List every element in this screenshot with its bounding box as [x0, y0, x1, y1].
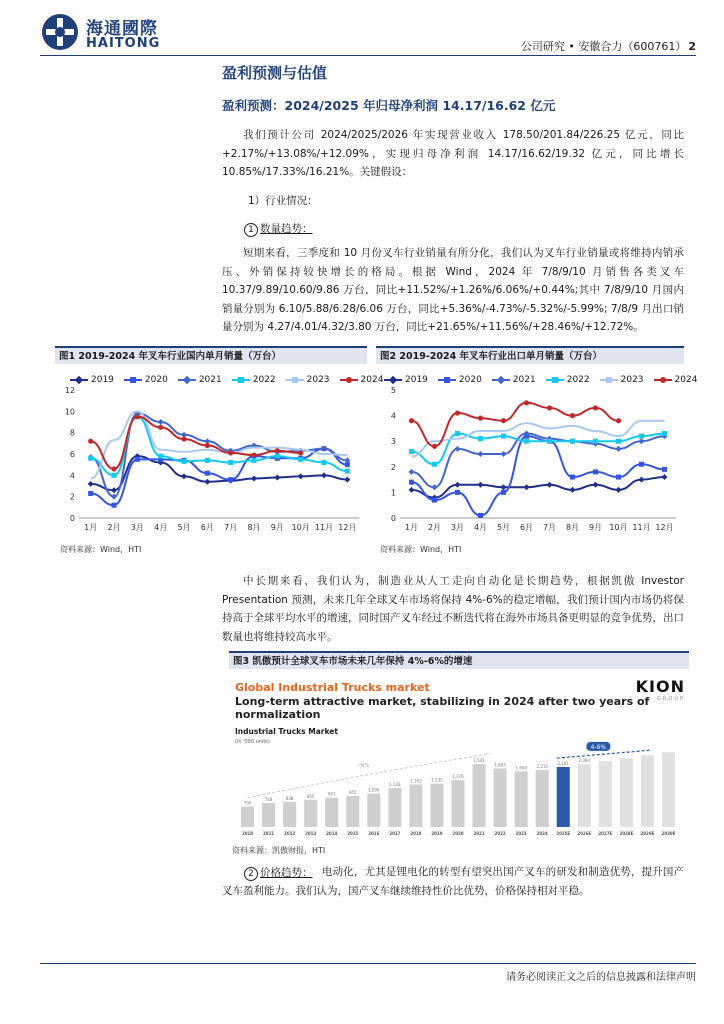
assumption-heading: 1）行业情况： — [248, 195, 318, 207]
y-tick-label: 5 — [390, 386, 396, 395]
bar-value-label: 1,376 — [452, 774, 464, 780]
line-point-2022 — [570, 439, 575, 444]
bar-value-label: 855 — [306, 793, 315, 799]
bar-category-label: 2014 — [326, 831, 338, 836]
footer-disclaimer: 请务必阅读正文之后的信息披露和法律声明 — [506, 972, 696, 983]
x-tick-label: 12月 — [655, 523, 674, 532]
x-tick-label: 1月 — [404, 523, 419, 532]
line-point-2019 — [274, 474, 280, 480]
y-tick-label: 4 — [390, 411, 396, 421]
bar-2023 — [515, 771, 528, 827]
line-point-2024 — [251, 452, 256, 457]
kion-logo-sub: GROUP — [657, 696, 685, 702]
line-point-2024 — [298, 450, 303, 455]
price-paragraph: 电动化，尤其是锂电化的转型有望突出国产叉车的研发和制造优势，提升国产叉车盈利能力。我们认为，国产叉车继续维持性价比优势，价格保持相对平稳。 — [222, 866, 684, 897]
logo-cn-text: 海通國際 — [86, 19, 158, 39]
x-tick-label: 10月 — [609, 523, 628, 532]
x-tick-label: 9月 — [588, 523, 603, 532]
bar-value-label: 700 — [243, 800, 252, 806]
line-point-2022 — [88, 456, 93, 461]
kion-logo-text: KION — [635, 677, 685, 696]
y-tick-label: 12 — [64, 386, 75, 395]
line-point-2019 — [88, 481, 94, 487]
line-point-2020 — [478, 513, 483, 518]
line-point-2024 — [228, 450, 233, 455]
legend-marker — [292, 377, 298, 383]
line-point-2019 — [501, 484, 507, 490]
legend-label: 2023 — [620, 375, 644, 385]
line-point-2020 — [570, 475, 575, 480]
line-point-2020 — [432, 498, 437, 503]
line-point-2020 — [616, 475, 621, 480]
bar-value-label: 1,009 — [368, 787, 380, 793]
legend-label: 2021 — [512, 375, 536, 385]
legend-marker — [660, 377, 666, 383]
legend-item-2021 — [178, 375, 222, 385]
line-point-2022 — [662, 431, 667, 436]
line-point-2024 — [111, 466, 116, 471]
legend-marker — [183, 376, 191, 384]
line-point-2020 — [409, 480, 414, 485]
figure3-source: 资料来源：凯傲财报，HTI — [232, 846, 326, 855]
line-point-2019 — [570, 487, 576, 493]
figure2-source: 资料来源：Wind，HTI — [380, 545, 462, 554]
bar-2013 — [304, 800, 317, 827]
line-point-2020 — [205, 471, 210, 476]
legend-swatch — [232, 379, 250, 381]
x-tick-label: 7月 — [542, 523, 557, 532]
line-point-2022 — [639, 434, 644, 439]
x-tick-label: 5月 — [177, 523, 191, 532]
legend-swatch — [492, 379, 510, 381]
line-point-2020 — [639, 462, 644, 467]
legend-swatch — [70, 379, 88, 381]
bar-category-label: 2012 — [284, 831, 296, 836]
line-point-2020 — [455, 490, 460, 495]
bar-value-label: 1,165 — [410, 778, 422, 784]
line-point-2019 — [524, 484, 530, 490]
item-quantity-trend — [244, 220, 313, 238]
line-point-2024 — [593, 405, 598, 410]
bar-value-label: 941 — [327, 791, 336, 797]
report-info — [521, 38, 696, 54]
chart2-legend — [384, 374, 707, 385]
line-point-2022 — [547, 439, 552, 444]
bar-2010 — [241, 807, 254, 828]
legend-swatch — [600, 379, 618, 381]
y-tick-label: 6 — [69, 450, 75, 459]
bar-2030E — [662, 752, 675, 827]
line-point-2019 — [298, 473, 304, 479]
longterm-paragraph: 中长期来看，我们认为，制造业从人工走向自动化是长期趋势，根据凯傲 Investor Presentation 预测，未来几年全球叉车市场将保持 4%-6%的稳定增幅，我们预计国内市场仍将保持高于全球平均水平的增速，同时国产叉车经过不断迭代将在海外市场具备更明显的竞争优势，出口数量也将维持较高水平。 — [222, 575, 684, 643]
bar-2017 — [388, 788, 401, 827]
legend-item-2020 — [438, 375, 482, 385]
line-point-2024 — [455, 410, 460, 415]
logo-en-text: HAITONG — [86, 36, 161, 51]
line-point-2019 — [662, 474, 668, 480]
x-tick-label: 3月 — [130, 523, 144, 532]
legend-swatch — [546, 379, 564, 381]
section-title: 盈利预测与估值 — [222, 64, 328, 82]
x-tick-label: 7月 — [224, 523, 238, 532]
line-point-2024 — [570, 413, 575, 418]
line-point-2019 — [204, 479, 210, 485]
line-point-2020 — [593, 469, 598, 474]
bar-2026E — [578, 764, 591, 827]
line-point-2019 — [321, 472, 327, 478]
line-point-2019 — [478, 482, 484, 488]
line-point-2022 — [182, 459, 187, 464]
x-tick-label: 10月 — [291, 523, 310, 532]
bar-value-label: 955 — [348, 789, 357, 795]
line-point-2024 — [432, 444, 437, 449]
legend-label: 2019 — [405, 375, 428, 385]
x-tick-label: 1月 — [84, 523, 98, 532]
sub-title: 盈利预测：2024/2025 年归母净利润 14.17/16.62 亿元 — [222, 98, 556, 113]
series-line-2024 — [412, 403, 619, 447]
bar-value-label: 2,084 — [578, 758, 591, 764]
legend-item-2019 — [70, 375, 114, 385]
legend-swatch — [124, 379, 142, 381]
kion-unit: (in '000 units) — [235, 739, 270, 745]
bar-category-label: 2023 — [515, 831, 527, 836]
kion-chart-panel — [229, 671, 689, 841]
legend-item-2024 — [340, 375, 384, 385]
bar-value-label: 1,133 — [389, 782, 401, 788]
line-point-2024 — [524, 400, 529, 405]
trend-arrow-forecast — [557, 750, 650, 758]
bar-category-label: 2030E — [661, 831, 676, 836]
page-number: 2 — [688, 40, 696, 53]
bar-2015 — [346, 796, 359, 827]
kion-logo — [636, 677, 685, 702]
legend-marker — [444, 377, 450, 383]
line-point-2019 — [616, 487, 622, 493]
line-point-2024 — [88, 439, 93, 444]
legend-marker — [497, 376, 505, 384]
bar-category-label: 2011 — [263, 831, 275, 836]
line-point-2022 — [112, 473, 117, 478]
legend-marker — [552, 377, 558, 383]
x-tick-label: 5月 — [496, 523, 511, 532]
bar-category-label: 2013 — [305, 831, 317, 836]
legend-item-2023 — [600, 375, 644, 385]
y-tick-label: 1 — [390, 488, 396, 498]
line-point-2022 — [432, 462, 437, 467]
line-point-2024 — [205, 443, 210, 448]
y-tick-label: 2 — [390, 462, 396, 472]
legend-item-2023 — [286, 375, 330, 385]
legend-item-2020 — [124, 375, 168, 385]
legend-label: 2020 — [458, 375, 482, 385]
kion-header-line2: Long-term attractive market, stabilizing in 2024 after two years of normalization — [235, 695, 650, 721]
line-point-2024 — [135, 414, 140, 419]
line-point-2022 — [616, 439, 621, 444]
line-point-2024 — [275, 448, 280, 453]
legend-label: 2022 — [566, 375, 590, 385]
legend-swatch — [438, 379, 456, 381]
line-point-2024 — [547, 405, 552, 410]
line-point-2020 — [228, 477, 233, 482]
legend-marker — [389, 376, 397, 384]
bar-2020 — [451, 780, 464, 827]
bar-2028E — [620, 758, 633, 827]
y-tick-label: 0 — [390, 514, 396, 523]
line-point-2022 — [205, 458, 210, 463]
legend-marker — [606, 377, 612, 383]
bar-value-label: 838 — [285, 795, 294, 801]
y-tick-label: 0 — [69, 514, 75, 523]
legend-label: 2024 — [674, 375, 698, 385]
x-tick-label: 4月 — [154, 523, 168, 532]
line-point-2022 — [275, 454, 280, 459]
line-point-2022 — [524, 439, 529, 444]
x-tick-label: 11月 — [314, 523, 334, 532]
figure2-title: 图2 2019-2024 年叉车行业出口单月销量（万台） — [376, 346, 684, 364]
bar-2019 — [430, 784, 443, 827]
line-point-2019 — [344, 477, 350, 483]
line-point-2021 — [478, 451, 484, 457]
line-point-2020 — [501, 490, 506, 495]
x-tick-label: 8月 — [247, 523, 261, 532]
bar-category-label: 2017 — [389, 831, 401, 836]
legend-swatch — [286, 379, 304, 381]
line-point-2021 — [409, 469, 415, 475]
legend-swatch — [654, 379, 672, 381]
line-point-2022 — [478, 436, 483, 441]
haitong-logo — [40, 10, 190, 50]
bar-2021 — [473, 764, 486, 827]
legend-swatch — [340, 379, 358, 381]
legend-swatch — [178, 379, 196, 381]
line-point-2019 — [639, 477, 645, 483]
intro-paragraph: 我们预计公司 2024/2025/2026 年实现营业收入 178.50/201.84/226.25 亿元，同比+2.17%/+13.08%/+12.09%，实现归母净利润 14.17/16.62/19.32 亿元，同比增长 10.85%/17.33%/16.21%。关键假设： — [222, 129, 684, 179]
line-point-2021 — [158, 419, 164, 425]
bar-value-label: 1,608 — [515, 765, 527, 771]
bar-category-label: 2027E — [598, 831, 613, 836]
legend-item-2019 — [384, 375, 428, 385]
bar-2027E — [599, 761, 612, 827]
legend-marker — [346, 377, 352, 383]
bar-value-label: 1,335 — [431, 777, 443, 783]
line-point-2019 — [251, 476, 257, 482]
legend-marker — [238, 377, 244, 383]
bar-2025E — [557, 767, 570, 827]
legend-swatch — [384, 379, 402, 381]
chart1-legend — [70, 374, 393, 385]
line-point-2021 — [616, 446, 622, 452]
item-number-circle: 2 — [244, 867, 258, 881]
x-tick-label: 8月 — [565, 523, 580, 532]
bar-category-label: 2010 — [241, 831, 254, 836]
bar-2018 — [409, 785, 422, 827]
line-point-2024 — [158, 425, 163, 430]
bar-2029E — [641, 755, 654, 827]
line-point-2020 — [112, 503, 117, 508]
y-tick-label: 8 — [69, 428, 75, 438]
bar-2012 — [283, 802, 296, 827]
bar-category-label: 2025E — [556, 831, 571, 836]
line-point-2022 — [158, 454, 163, 459]
line-point-2022 — [228, 460, 233, 465]
bar-2014 — [325, 798, 338, 827]
bar-2011 — [262, 803, 275, 827]
bar-category-label: 2015 — [347, 831, 359, 836]
line-point-2022 — [322, 460, 327, 465]
y-tick-label: 10 — [64, 407, 75, 417]
line-point-2021 — [432, 484, 438, 490]
bar-category-label: 2026E — [577, 831, 592, 836]
bar-category-label: 2024 — [536, 831, 548, 836]
legend-label: 2022 — [252, 375, 276, 385]
line-point-2020 — [662, 467, 667, 472]
line-point-2024 — [478, 416, 483, 421]
x-tick-label: 4月 — [473, 523, 488, 532]
chart1-domestic-sales — [55, 386, 367, 536]
item-number-circle: 1 — [244, 223, 258, 237]
bar-category-label: 2016 — [368, 831, 380, 836]
chart2-export-sales — [376, 386, 684, 536]
x-tick-label: 12月 — [338, 523, 357, 532]
legend-item-2024 — [654, 375, 698, 385]
line-point-2024 — [501, 418, 506, 423]
bar-value-label: 2,181 — [557, 760, 569, 766]
haitong-logo-icon — [40, 12, 80, 52]
y-tick-label: 4 — [69, 471, 75, 481]
trend-cagr-label: ~6% — [356, 762, 370, 769]
figure1-title: 图1 2019-2024 年叉车行业国内单月销量（万台） — [55, 346, 367, 364]
legend-label: 2024 — [360, 375, 384, 385]
item-label: 数量趋势： — [260, 223, 313, 235]
bar-category-label: 2021 — [473, 831, 485, 836]
legend-item-2021 — [492, 375, 536, 385]
quantity-paragraph: 短期来看，三季度和 10 月份叉车行业销量有所分化，我们认为叉车行业销量或将维持内销承压、外销保持较快增长的格局。根据 Wind，2024 年 7/8/9/10 月销售各类叉车 10.37/9.89/10.60/9.86 万台，同比+11.52%/+1.26%/6.06%/+0.44%;其中 7/8/9/10 月国内销量分别为 6.10/5.88/6.28/6.06 万台，同比+5.36%/-4.73%/-5.32%/-5.99%; 7/8/9 月出口销量分别为 4.27/4.01/4.32/3.80 万台，同比+21.65%/+11.56%/+28.46%/+12.72%。 — [222, 247, 684, 334]
line-point-2022 — [345, 469, 350, 474]
line-point-2020 — [135, 457, 140, 462]
x-tick-label: 2月 — [427, 523, 442, 532]
legend-marker — [75, 376, 83, 384]
bar-category-label: 2018 — [410, 831, 422, 836]
bar-2016 — [367, 794, 380, 827]
legend-label: 2019 — [91, 375, 114, 385]
line-point-2022 — [455, 431, 460, 436]
x-tick-label: 6月 — [200, 523, 214, 532]
x-tick-label: 9月 — [270, 523, 284, 532]
line-point-2021 — [455, 446, 461, 452]
line-point-2019 — [547, 482, 553, 488]
bar-category-label: 2019 — [431, 831, 443, 836]
bar-category-label: 2020 — [452, 831, 464, 836]
bar-value-label: 1,541 — [473, 758, 485, 764]
bar-category-label: 2028E — [619, 831, 634, 836]
x-tick-label: 2月 — [107, 523, 121, 532]
line-point-2024 — [181, 436, 186, 441]
legend-label: 2023 — [306, 375, 330, 385]
figure1-source: 资料来源：Wind，HTI — [60, 545, 142, 554]
growth-badge-label: 4-6% — [590, 743, 607, 751]
y-tick-label: 2 — [69, 492, 75, 502]
legend-marker — [130, 377, 136, 383]
legend-item-2022 — [232, 375, 276, 385]
kion-chart-title: Industrial Trucks Market — [235, 727, 338, 736]
bar-2022 — [494, 768, 507, 827]
x-tick-label: 3月 — [450, 523, 465, 532]
line-point-2019 — [181, 473, 187, 479]
bar-value-label: 1,603 — [494, 762, 506, 768]
line-point-2019 — [593, 482, 599, 488]
bar-2024 — [536, 770, 549, 827]
bar-category-label: 2022 — [494, 831, 506, 836]
item-label: 价格趋势： — [260, 867, 313, 879]
kion-header-line1: Global Industrial Trucks market — [235, 681, 430, 694]
y-tick-label: 3 — [390, 437, 396, 447]
report-info-text: 公司研究 • 安徽合力（600761） — [520, 40, 687, 53]
line-point-2020 — [88, 491, 93, 496]
line-point-2024 — [409, 418, 414, 423]
figure3-title: 图3 凯傲预计全球叉车市场未来几年保持 4%-6%的增速 — [229, 651, 689, 669]
legend-item-2022 — [546, 375, 590, 385]
line-point-2022 — [298, 457, 303, 462]
bar-value-label: 2,210 — [536, 763, 548, 769]
line-point-2022 — [252, 458, 257, 463]
line-point-2022 — [593, 439, 598, 444]
line-point-2022 — [409, 449, 414, 454]
line-point-2024 — [616, 418, 621, 423]
bar-value-label: 748 — [264, 796, 273, 802]
x-tick-label: 6月 — [519, 523, 534, 532]
legend-label: 2020 — [144, 375, 168, 385]
bar-category-label: 2029E — [640, 831, 655, 836]
legend-label: 2021 — [198, 375, 222, 385]
chart3-industrial-trucks-market — [229, 731, 689, 841]
line-point-2019 — [111, 487, 117, 493]
line-point-2019 — [409, 487, 415, 493]
x-tick-label: 11月 — [632, 523, 651, 532]
line-point-2019 — [455, 482, 461, 488]
line-point-2022 — [501, 434, 506, 439]
footer-rule — [40, 963, 696, 964]
header-rule — [40, 55, 696, 56]
line-point-2021 — [639, 438, 645, 444]
line-point-2021 — [501, 451, 507, 457]
